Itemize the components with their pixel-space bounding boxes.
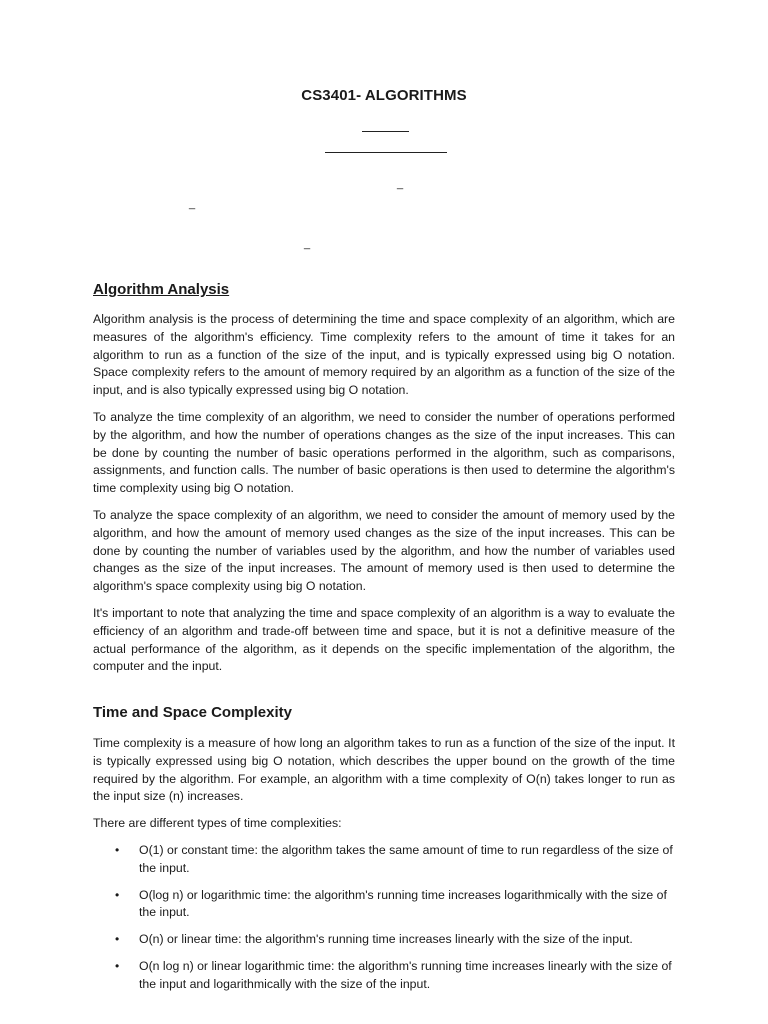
list-item [93, 887, 675, 923]
stray-dash-mark: _ [397, 178, 404, 190]
bullet-icon: • [115, 843, 120, 857]
paragraph: To analyze the space complexity of an algorithm, we need to consider the amount of memory used by the algorithm, and how the amount of memory used changes as the size of the input increases. This can be done by counting the number of variables used by the algorithm, and how the number of variables used changes as the size of the input increases. The amount of memory used is then used to determine the algorithm's space complexity using big O notation. [93, 508, 675, 594]
bullet-icon: • [115, 932, 120, 947]
list-item [93, 958, 675, 994]
complexity-paragraph [93, 815, 675, 833]
list-item [93, 931, 675, 949]
bullet-icon: • [115, 887, 120, 902]
stray-dash-mark: _ [189, 198, 196, 210]
paragraph: There are different types of time complexities: [93, 816, 342, 830]
list-item-text: O(log n) or logarithmic time: the algorithm's running time increases logarithmically with the size of the input. [139, 887, 667, 920]
paragraph: Algorithm analysis is the process of determining the time and space complexity of an algorithm, which are measures of the algorithm's efficiency. Time complexity refers to the amount of time it takes for an algorithm to run as a function of the size of the input, and is typically expressed using big O notation. Space complexity refers to the amount of memory required by an algorithm as a function of the size of the input, and is also typically expressed using big O notation. [93, 312, 675, 398]
analysis-paragraph [93, 605, 675, 676]
analysis-paragraph [93, 507, 675, 596]
bullet-icon: • [115, 958, 120, 973]
paragraph: It's important to note that analyzing the time and space complexity of an algorithm is a way to evaluate the efficiency of an algorithm and trade-off between time and space, but it is not a definitive measure of the actual performance of the algorithm, as it depends on the specific implementation of the algorithm, the computer and the input. [93, 606, 675, 674]
course-title: CS3401- ALGORITHMS [301, 87, 467, 104]
stray-dash-mark: _ [304, 238, 311, 250]
section-time-space-complexity [93, 704, 675, 721]
title-underline-long [325, 152, 447, 153]
title-underline-short [362, 131, 409, 132]
list-item-text: O(1) or constant time: the algorithm takes the same amount of time to run regardless of the size of the input. [139, 843, 673, 875]
list-item-text: O(n log n) or linear logarithmic time: the algorithm's running time increases linearly with the size of the input and logarithmically with the size of the input. [139, 958, 672, 991]
list-item [93, 842, 675, 878]
heading-time-space-complexity: Time and Space Complexity [93, 704, 292, 721]
list-item-text: O(n) or linear time: the algorithm's running time increases linearly with the size of the input. [139, 932, 633, 947]
complexity-paragraph [93, 735, 675, 806]
analysis-paragraph [93, 409, 675, 498]
heading-algorithm-analysis: Algorithm Analysis [93, 281, 230, 298]
section-algorithm-analysis [93, 281, 675, 298]
complexity-list [93, 842, 675, 994]
paragraph: Time complexity is a measure of how long an algorithm takes to run as a function of the size of the input. It is typically expressed using big O notation, which describes the upper bound on the growth of the time required by the algorithm. For example, an algorithm with a time complexity of O(n) takes longer to run as the input size (n) increases. [93, 736, 675, 804]
paragraph: To analyze the time complexity of an algorithm, we need to consider the number of operations performed by the algorithm, and how the number of operations changes as the size of the input increases. This can be done by counting the number of basic operations performed in the algorithm, such as comparisons, assignments, and function calls. The number of basic operations is then used to determine the algorithm's time complexity using big O notation. [93, 410, 675, 496]
analysis-paragraph [93, 311, 675, 400]
